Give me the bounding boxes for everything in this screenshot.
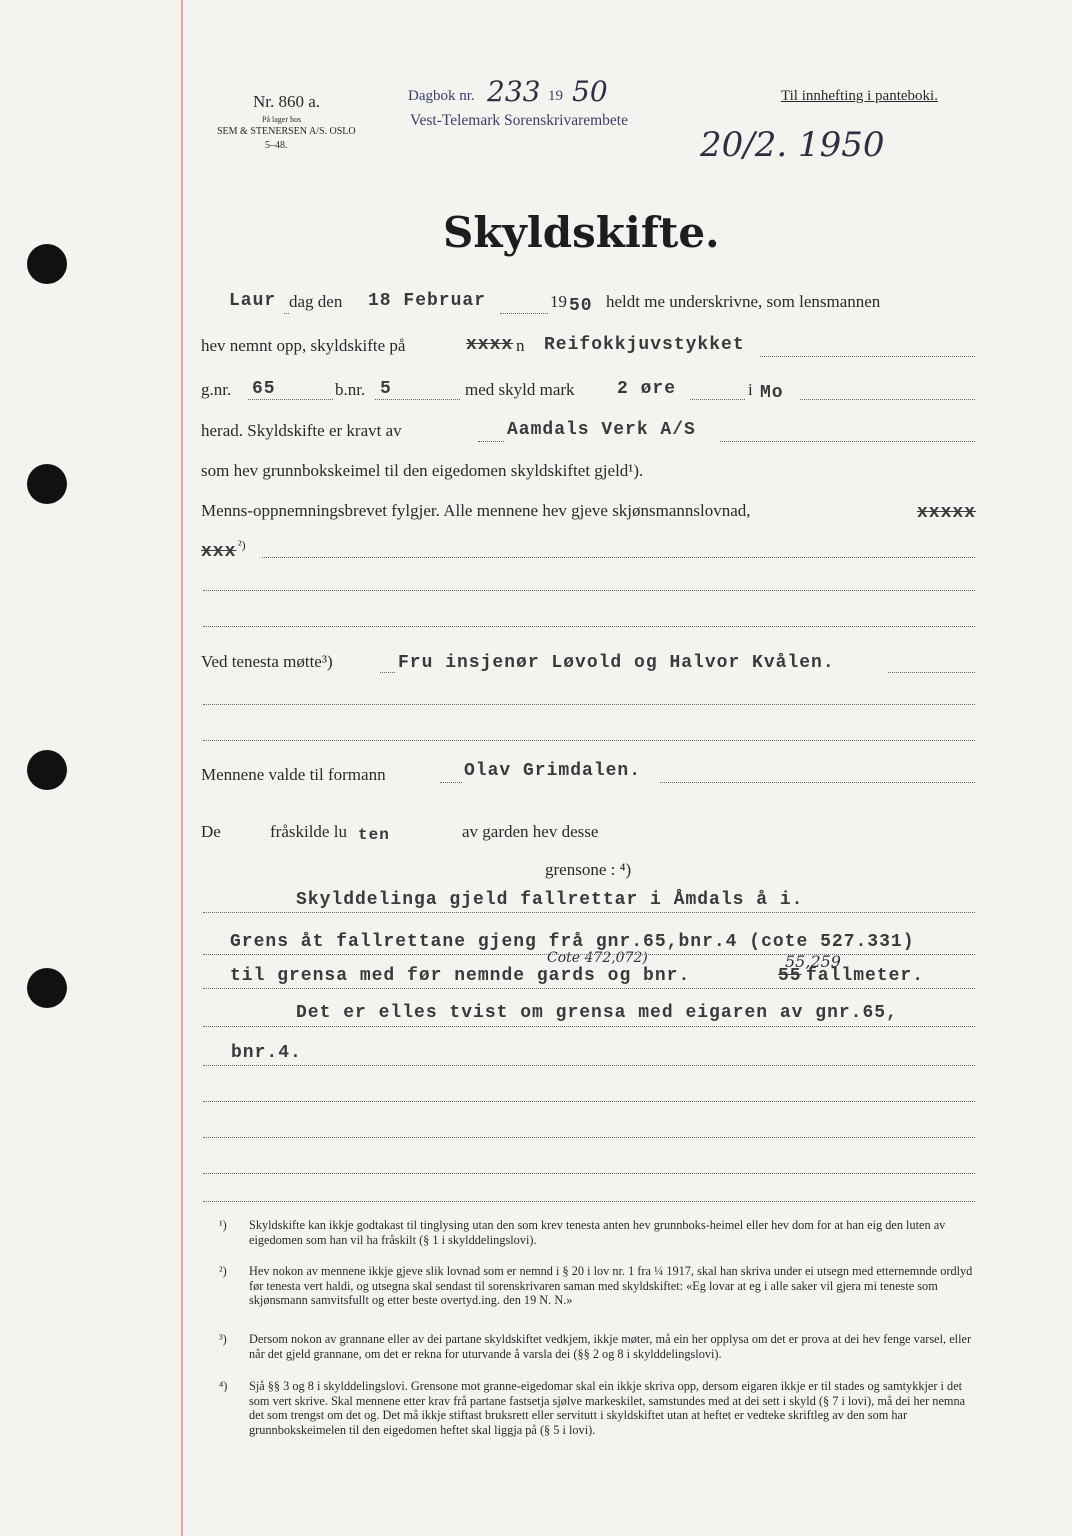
boundary-line: bnr.4. xyxy=(231,1043,302,1063)
handwritten-annotation: 55,259 xyxy=(785,952,841,971)
label-de: De xyxy=(201,822,221,841)
label-hev-nemnt: hev nemnt opp, skyldskifte på xyxy=(201,336,406,355)
struck-text: xxx xyxy=(201,542,237,562)
label-i: i xyxy=(748,380,753,399)
office-stamp: Vest-Telemark Sorenskrivarembete xyxy=(410,112,628,129)
label-ved-tenesta: Ved tenesta møtte³) xyxy=(201,652,333,671)
footnote-text: Sjå §§ 3 og 8 i skylddelingslovi. Grensone mot granne-eigedomar skal ein ikkje skriva opp, dersom eigaren ikkje er til stades og samtykkjer i det som vert skrive. Skal mennene etter krav frå partane fastsetja sjølve markeskilet, samstundes med at dei sett i skyld (§ 7 i lovi), må dei her nemna det som trengst om det og. Det må ikkje stiftast bruksrett eller servitutt i skyldskiftet utan at heftet er vedteke skriftleg av den som har grunnbokskeimelen til den eigedomen heftet skal liggja på (§ 5 i lovi). xyxy=(249,1379,966,1437)
boundary-line: Grens åt fallrettane gjeng frå gnr.65,bnr.4 (cote 527.331) xyxy=(230,932,915,952)
punch-hole xyxy=(27,968,67,1008)
label-grunnbok: som hev grunnbokskeimel til den eigedomen skyldskiftet gjeld¹). xyxy=(201,461,644,480)
footnote-number: ⁴) xyxy=(219,1379,228,1393)
footnote-text: Skyldskifte kan ikkje godtakast til tinglysing utan den som krev tenesta anten hev grunnboks-heimel eller hev dom for at han eig den luten av eigedomen som han vil ha fråskilt (§ 1 i skylddelingslovi). xyxy=(249,1218,946,1247)
chairman: Olav Grimdalen. xyxy=(464,761,642,781)
label-herad: herad. Skyldskifte er kravt av xyxy=(201,421,402,440)
footnote xyxy=(219,1264,979,1332)
publisher-line: På lager hos xyxy=(262,115,302,124)
label-dag-den: dag den xyxy=(289,292,343,311)
year-value: 50 xyxy=(569,296,593,316)
publisher-line: SEM & STENERSEN A/S. OSLO xyxy=(217,126,356,137)
form-number: Nr. 860 a. xyxy=(253,92,321,111)
footnote xyxy=(219,1379,979,1469)
year-prefix: 19 xyxy=(550,292,567,311)
page-title: Skyldskifte. xyxy=(443,208,720,257)
boundary-line: til grensa med før nemnde gards og bnr. xyxy=(230,966,691,986)
footnote-number: ³) xyxy=(219,1332,227,1346)
property-name: Reifokkjuvstykket xyxy=(544,335,745,355)
label-n: n xyxy=(516,336,525,355)
punch-hole xyxy=(27,464,67,504)
boundary-line-end: fallmeter. xyxy=(806,966,925,986)
handwritten-date: 20/2. 1950 xyxy=(700,125,885,165)
publisher-line: 5–48. xyxy=(265,140,288,151)
label-gnr: g.nr. xyxy=(201,380,232,399)
footnote xyxy=(219,1332,979,1377)
binding-note: Til innhefting i panteboki. xyxy=(781,88,938,104)
attendees: Fru insjenør Løvold og Halvor Kvålen. xyxy=(398,653,835,673)
dagbok-year: 50 xyxy=(572,75,608,108)
dagbok-year-prefix: 19 xyxy=(548,88,563,104)
boundary-line: Skylddelinga gjeld fallrettar i Åmdals å i. xyxy=(296,890,804,910)
weekday: Laur xyxy=(229,291,277,311)
handwritten-annotation: Cote 472,072) xyxy=(547,950,648,966)
label-heldt: heldt me underskrivne, som lensmannen xyxy=(606,292,881,311)
label-bnr: b.nr. xyxy=(335,380,366,399)
margin-line xyxy=(181,0,183,1536)
luten-suffix: ten xyxy=(358,826,390,844)
label-av-garden: av garden hev desse xyxy=(462,822,599,841)
label-formann: Mennene valde til formann xyxy=(201,765,386,784)
footnote-text: Hev nokon av mennene ikkje gjeve slik lovnad som er nemnd i § 20 i lov nr. 1 fra ¼ 1917, skal han skriva under ei utsegn med etternemnde ordlyd før tenesta vert haldi, og utsegna skal sendast til sorenskrivaren saman med skyldskiftet: «Eg lovar at eg i alle saker vil gjera mi teneste som skjønsmann samvitsfullt og etter beste overtyd.ing. den 19 N. N.» xyxy=(249,1264,973,1307)
footnote-number: ²) xyxy=(219,1264,227,1278)
punch-hole xyxy=(27,244,67,284)
label-menns: Menns-oppnemningsbrevet fylgjer. Alle mennene hev gjeve skjønsmannslovnad, xyxy=(201,501,751,520)
boundary-line: Det er elles tvist om grensa med eigaren av gnr.65, xyxy=(296,1003,898,1023)
label-fraskilde: fråskilde lu xyxy=(270,822,347,841)
struck-text: xxxx xyxy=(466,335,514,355)
gnr-value: 65 xyxy=(252,379,276,399)
struck-text: xxxxx xyxy=(917,503,977,523)
footnote-ref: ²) xyxy=(238,538,246,552)
bnr-value: 5 xyxy=(380,379,392,399)
footnote-number: ¹) xyxy=(219,1218,227,1232)
label-grensone: grensone : ⁴) xyxy=(545,860,632,879)
punch-hole xyxy=(27,750,67,790)
dagbok-label: Dagbok nr. xyxy=(408,88,475,104)
date-value: 18 Februar xyxy=(368,291,487,311)
struck-text: 55 xyxy=(778,966,802,986)
label-skyld: med skyld mark xyxy=(465,380,575,399)
kommune-value: Mo xyxy=(760,383,784,403)
skyld-value: 2 øre xyxy=(617,379,677,399)
dagbok-number: 233 xyxy=(487,75,541,108)
footnote-text: Dersom nokon av grannane eller av dei partane skyldskiftet vedkjem, ikkje møter, må ein her opplysa om det er prova at dei hev fenge varsel, eller når det gjeld grannane, om det er rekna for uturvande å varsla dei (§§ 2 og 8 i skylddelingslovi). xyxy=(249,1332,972,1361)
requester: Aamdals Verk A/S xyxy=(507,420,696,440)
footnote xyxy=(219,1218,979,1263)
